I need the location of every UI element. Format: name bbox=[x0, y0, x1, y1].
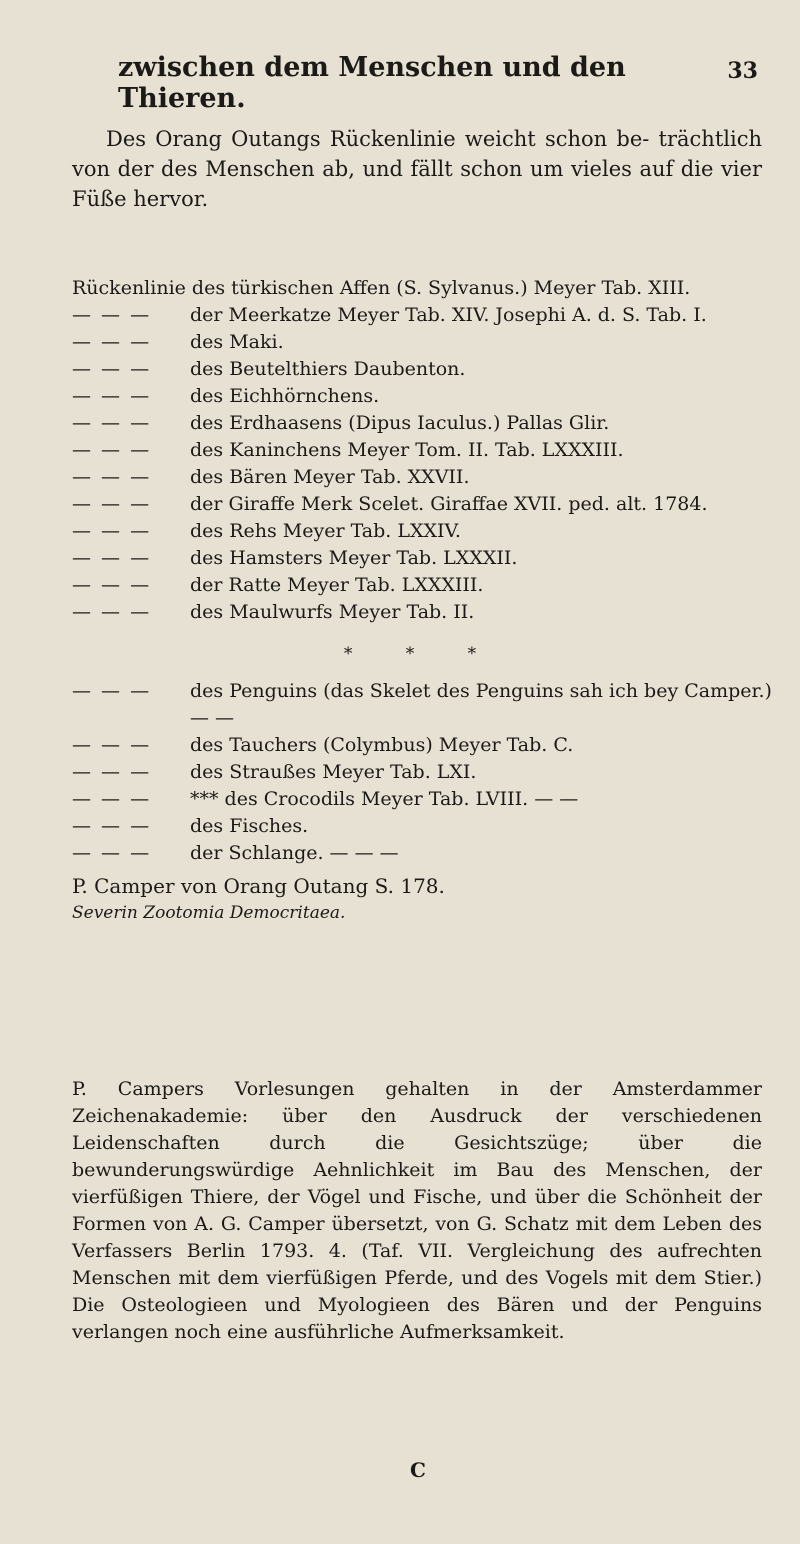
entry-text: des Penguins (das Skelet des Penguins sah ich bey Camper.) — — bbox=[190, 680, 772, 729]
reference-camper: P. Camper von Orang Outang S. 178. bbox=[72, 874, 445, 898]
list-item bbox=[72, 302, 772, 329]
entry-dash: — — — bbox=[72, 734, 152, 756]
list-item bbox=[72, 275, 772, 302]
list-item bbox=[72, 572, 772, 599]
list-item bbox=[72, 356, 772, 383]
list-item bbox=[72, 437, 772, 464]
entry-text: des Bären Meyer Tab. XXVII. bbox=[190, 466, 470, 488]
list-item bbox=[72, 383, 772, 410]
entry-text: der Giraffe Merk Scelet. Giraffae XVII. ped. alt. 1784. bbox=[190, 493, 708, 515]
page-number: 33 bbox=[727, 58, 758, 84]
entry-dash: — — — bbox=[72, 574, 152, 596]
entry-text: des Kaninchens Meyer Tom. II. Tab. LXXXIII. bbox=[190, 439, 624, 461]
entry-text: der Schlange. — — — bbox=[190, 842, 399, 864]
section-stars: * * * bbox=[343, 644, 501, 664]
entry-text: des Tauchers (Colymbus) Meyer Tab. C. bbox=[190, 734, 574, 756]
list-item bbox=[72, 410, 772, 437]
entry-dash: — — — bbox=[72, 493, 152, 515]
entry-dash: — — — bbox=[72, 331, 152, 353]
entry-dash: — — — bbox=[72, 788, 152, 810]
entry-text: des Beutelthiers Daubenton. bbox=[190, 358, 466, 380]
entry-dash: — — — bbox=[72, 680, 152, 702]
entry-text: *** des Crocodils Meyer Tab. LVIII. — — bbox=[190, 788, 579, 810]
intro-paragraph: Des Orang Outangs Rückenlinie weicht schon be- trächtlich von der des Menschen ab, und fällt schon um vieles auf die vier Füße hervor. bbox=[72, 127, 762, 211]
list-item bbox=[72, 329, 772, 356]
list-item bbox=[72, 599, 772, 626]
reference-severin: Severin Zootomia Democritaea. bbox=[72, 903, 346, 923]
list-item bbox=[72, 491, 772, 518]
entry-text: des Fisches. bbox=[190, 815, 309, 837]
entry-dash: — — — bbox=[72, 439, 152, 461]
closing-paragraph: P. Campers Vorlesungen gehalten in der Amsterdammer Zeichenakademie: über den Ausdruck der verschiedenen Leidenschaften durch die Gesichtszüge; über die bewunderungswürdige Aehnlichkeit im Bau des Menschen, der vierfüßigen Thiere, der Vögel und Fische, und über die Schönheit der Formen von A. G. Camper übersetzt, von G. Schatz mit dem Leben des Verfassers Berlin 1793. 4. (Taf. VII. Vergleichung des aufrechten Menschen mit dem vierfüßigen Pferde, und des Vogels mit dem Stier.) Die Osteologieen und Myologieen des Bären und der Penguins verlangen noch eine ausführliche Aufmerksamkeit. bbox=[72, 1078, 762, 1343]
entry-dash: — — — bbox=[72, 520, 152, 542]
entry-text: des Maulwurfs Meyer Tab. II. bbox=[190, 601, 475, 623]
entry-text: des Straußes Meyer Tab. LXI. bbox=[190, 761, 477, 783]
entry-dash: — — — bbox=[72, 358, 152, 380]
list-item bbox=[72, 545, 772, 572]
entry-dash: — — — bbox=[72, 842, 152, 864]
entry-dash: — — — bbox=[72, 412, 152, 434]
entry-text: des Eichhörnchens. bbox=[190, 385, 380, 407]
running-header bbox=[118, 52, 758, 114]
entry-text: der Meerkatze Meyer Tab. XIV. Josephi A. d. S. Tab. I. bbox=[190, 304, 707, 326]
list-item bbox=[72, 678, 772, 732]
entry-text: Rückenlinie des türkischen Affen (S. Sylvanus.) Meyer Tab. XIII. bbox=[72, 277, 691, 299]
list-item bbox=[72, 464, 772, 491]
list-item bbox=[72, 759, 772, 786]
entry-dash: — — — bbox=[72, 761, 152, 783]
entry-dash: — — — bbox=[72, 466, 152, 488]
page-title: zwischen dem Menschen und den Thieren. bbox=[118, 52, 626, 114]
entry-text: des Erdhaasens (Dipus Iaculus.) Pallas Glir. bbox=[190, 412, 610, 434]
entry-dash: — — — bbox=[72, 385, 152, 407]
entry-text: des Rehs Meyer Tab. LXXIV. bbox=[190, 520, 461, 542]
entry-text: des Hamsters Meyer Tab. LXXXII. bbox=[190, 547, 518, 569]
list-item bbox=[72, 840, 772, 867]
list-item bbox=[72, 813, 772, 840]
entry-text: der Ratte Meyer Tab. LXXXIII. bbox=[190, 574, 484, 596]
list-item bbox=[72, 732, 772, 759]
entry-dash: — — — bbox=[72, 815, 152, 837]
list-item bbox=[72, 786, 772, 813]
entry-dash: — — — bbox=[72, 304, 152, 326]
signature-mark: C bbox=[410, 1458, 426, 1482]
list-item bbox=[72, 518, 772, 545]
entry-dash: — — — bbox=[72, 547, 152, 569]
entry-text: des Maki. bbox=[190, 331, 284, 353]
spine-line-list bbox=[72, 275, 772, 927]
entry-dash: — — — bbox=[72, 601, 152, 623]
